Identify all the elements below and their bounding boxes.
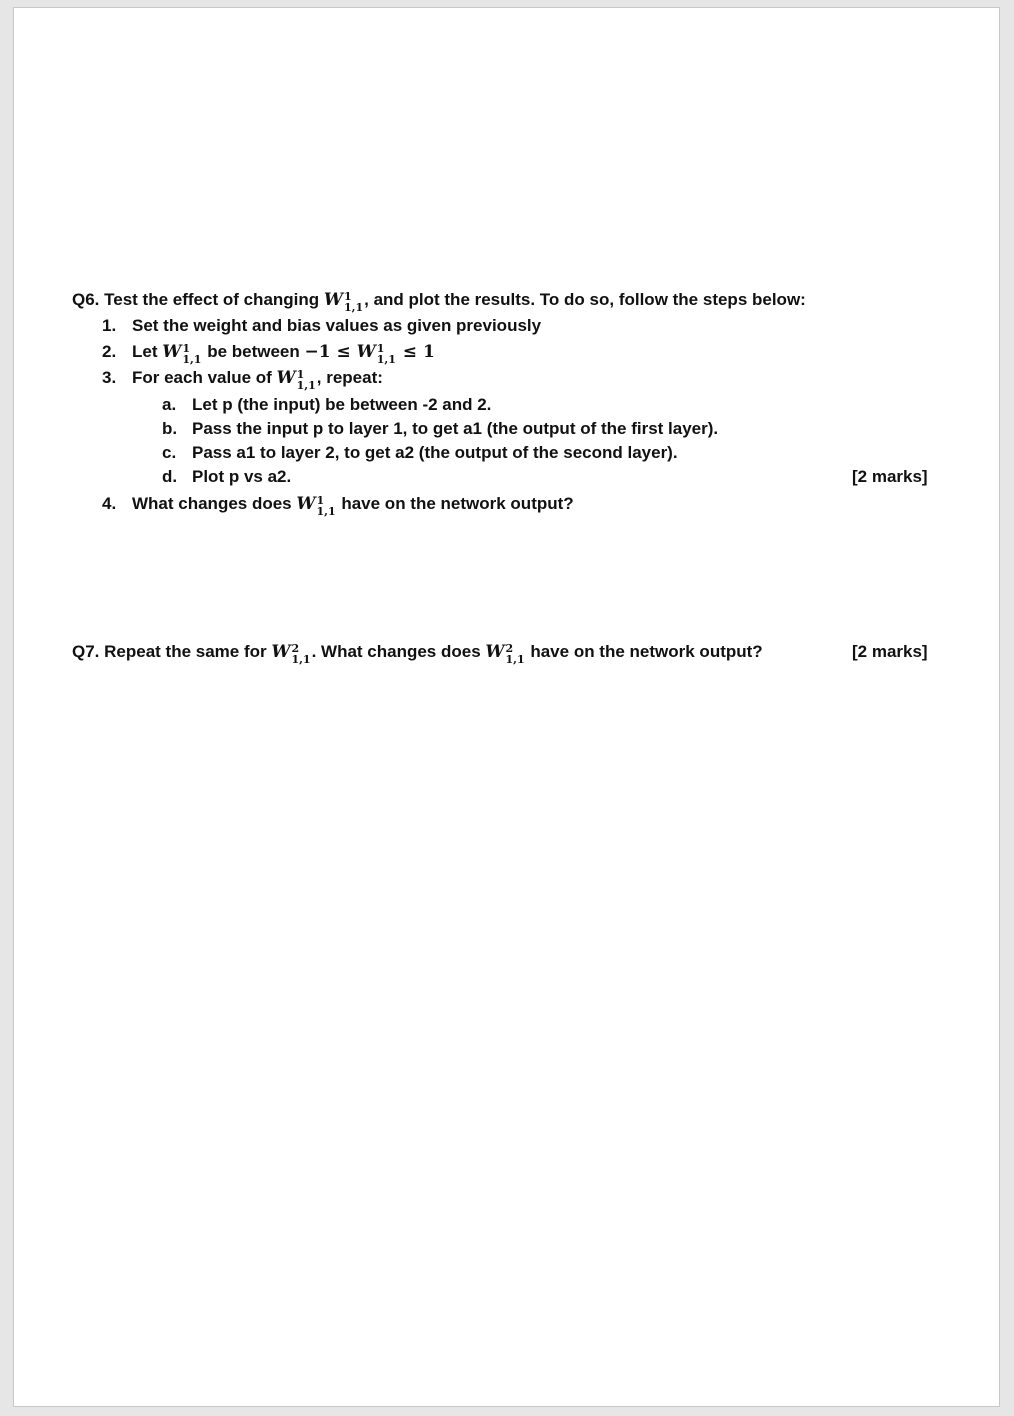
document-page — [13, 7, 1000, 1407]
weight-symbol: W — [356, 342, 376, 362]
weight-index: 1 1,1 — [376, 342, 396, 366]
q6-marks: [2 marks] — [852, 467, 928, 486]
inequality-left: −1 ≤ — [304, 342, 357, 362]
weight-symbol: W — [323, 290, 343, 310]
q6-step-4: 4. What changes does W 1 1,1 have on the network output? — [102, 494, 574, 518]
weight-index: 1 1,1 — [343, 290, 364, 314]
weight-symbol: W — [485, 642, 505, 662]
q6-substep-c: c. Pass a1 to layer 2, to get a2 (the output of the second layer). — [162, 443, 678, 462]
inequality-right: ≤ 1 — [396, 342, 435, 362]
weight-symbol: W — [162, 342, 182, 362]
q6-substep-a: a. Let p (the input) be between -2 and 2. — [162, 395, 492, 414]
q6-step-2: 2. Let W 1 1,1 be between −1 ≤ W 1 1,1 ≤ 1 — [102, 342, 435, 366]
q6-step-1: 1. Set the weight and bias values as given previously — [102, 316, 542, 335]
q6-intro-text: Q6. Test the effect of changing — [72, 290, 324, 309]
weight-symbol: W — [271, 642, 291, 662]
weight-index: 1 1,1 — [316, 494, 336, 518]
weight-index: 2 1,1 — [291, 642, 311, 666]
q6-substep-d: d. Plot p vs a2. — [162, 467, 292, 486]
q7-marks: [2 marks] — [852, 642, 928, 661]
weight-symbol: W — [276, 368, 296, 388]
q6-heading — [72, 289, 806, 313]
weight-index: 1 1,1 — [182, 342, 202, 366]
q6-substep-b: b. Pass the input p to layer 1, to get a1 (the output of the first layer). — [162, 419, 719, 438]
q7-heading: Q7. Repeat the same for W 2 1,1 . What changes does W 2 1,1 have on the network output? — [72, 642, 763, 666]
weight-index: 2 1,1 — [505, 642, 525, 666]
weight-symbol: W — [296, 494, 316, 514]
q6-step-3: 3. For each value of W 1 1,1 , repeat: — [102, 368, 383, 392]
q6-intro-rest: , and plot the results. To do so, follow the steps below: — [364, 290, 806, 309]
weight-index: 1 1,1 — [296, 368, 316, 392]
